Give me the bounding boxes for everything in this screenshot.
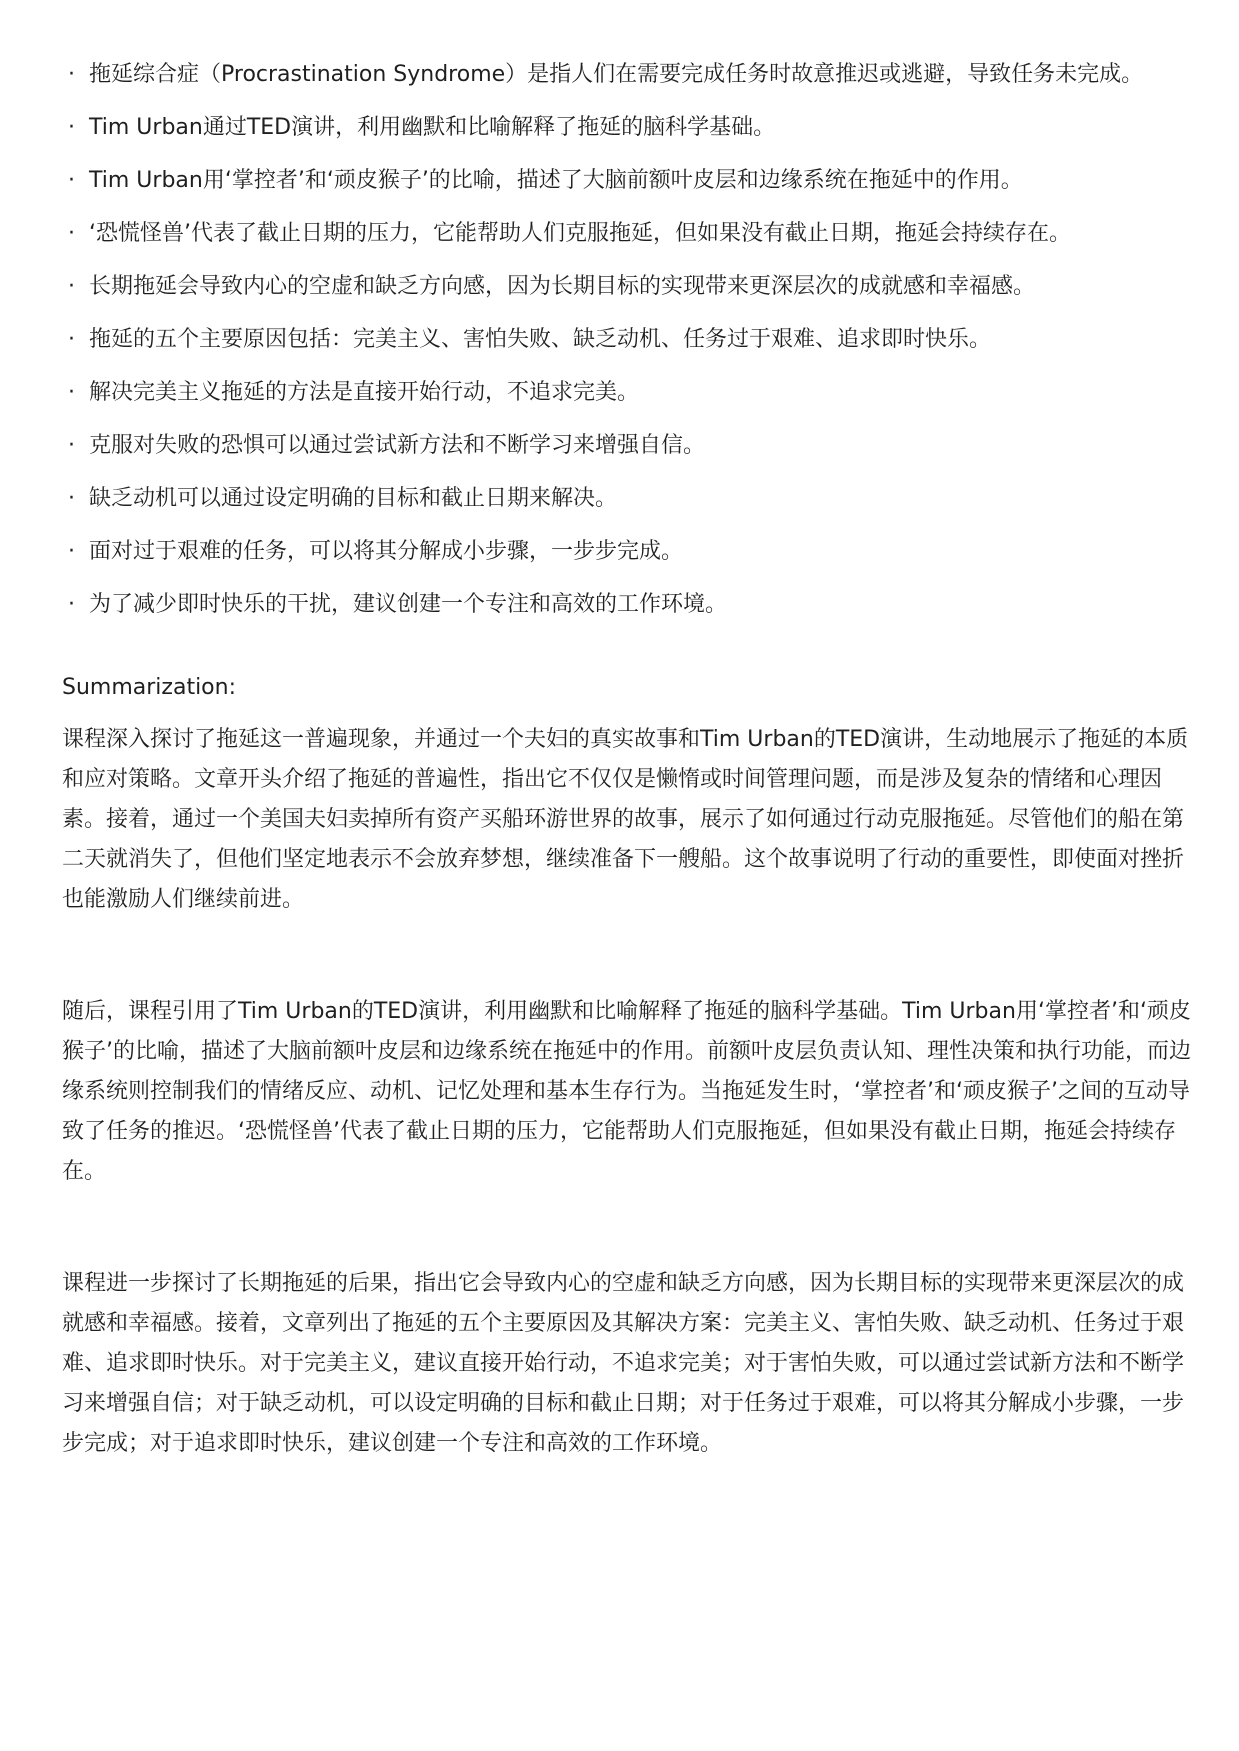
list-item-text: 长期拖延会导致内心的空虚和缺乏方向感，因为长期目标的实现带来更深层次的成就感和幸福感。 [89,274,1036,299]
list-item [62,162,1192,199]
bullet-marker: · [68,380,75,405]
list-item-text: 缺乏动机可以通过设定明确的目标和截止日期来解决。 [89,486,618,511]
list-item-text: 面对过于艰难的任务，可以将其分解成小步骤，一步步完成。 [89,539,684,564]
list-item [62,427,1192,464]
bullet-marker: · [68,274,75,299]
bullet-marker: · [68,168,75,193]
list-item [62,56,1192,93]
bullet-marker: · [68,592,75,617]
document-page [62,56,1192,1536]
list-item [62,586,1192,623]
bullet-marker: · [68,486,75,511]
list-item-text: 克服对失败的恐惧可以通过尝试新方法和不断学习来增强自信。 [89,433,706,458]
bullet-marker: · [68,539,75,564]
list-item-text: 拖延综合症（Procrastination Syndrome）是指人们在需要完成任务时故意推迟或逃避，导致任务未完成。 [89,62,1144,87]
list-item-text: Tim Urban用‘掌控者’和‘顽皮猴子’的比喻，描述了大脑前额叶皮层和边缘系统在拖延中的作用。 [89,168,1023,193]
list-item [62,215,1192,252]
key-points-list [62,56,1192,623]
summary-paragraph: 随后，课程引用了Tim Urban的TED演讲，利用幽默和比喻解释了拖延的脑科学基础。Tim Urban用‘掌控者’和‘顽皮猴子’的比喻，描述了大脑前额叶皮层和边缘系统在拖延中的作用。前额叶皮层负责认知、理性决策和执行功能，而边缘系统则控制我们的情绪反应、动机、记忆处理和基本生存行为。当拖延发生时，‘掌控者’和‘顽皮猴子’之间的互动导致了任务的推迟。‘恐慌怪兽’代表了截止日期的压力，它能帮助人们克服拖延，但如果没有截止日期，拖延会持续存在。 [62,999,1191,1184]
bullet-marker: · [68,115,75,140]
list-item [62,109,1192,146]
bullet-marker: · [68,327,75,352]
summary-heading: Summarization: [62,675,236,700]
list-item-text: 拖延的五个主要原因包括：完美主义、害怕失败、缺乏动机、任务过于艰难、追求即时快乐。 [89,327,992,352]
bullet-marker: · [68,62,75,87]
list-item-text: 为了减少即时快乐的干扰，建议创建一个专注和高效的工作环境。 [89,592,728,617]
list-item [62,321,1192,358]
list-item [62,480,1192,517]
list-item [62,374,1192,411]
bullet-marker: · [68,433,75,458]
list-item [62,268,1192,305]
bullet-marker: · [68,221,75,246]
list-item-text: Tim Urban通过TED演讲，利用幽默和比喻解释了拖延的脑科学基础。 [89,115,776,140]
summary-paragraph: 课程进一步探讨了长期拖延的后果，指出它会导致内心的空虚和缺乏方向感，因为长期目标的实现带来更深层次的成就感和幸福感。接着，文章列出了拖延的五个主要原因及其解决方案：完美主义、害怕失败、缺乏动机、任务过于艰难、追求即时快乐。对于完美主义，建议直接开始行动，不追求完美；对于害怕失败，可以通过尝试新方法和不断学习来增强自信；对于缺乏动机，可以设定明确的目标和截止日期；对于任务过于艰难，可以将其分解成小步骤，一步步完成；对于追求即时快乐，建议创建一个专注和高效的工作环境。 [62,1271,1185,1456]
list-item [62,533,1192,570]
list-item-text: ‘恐慌怪兽’代表了截止日期的压力，它能帮助人们克服拖延，但如果没有截止日期，拖延会持续存在。 [89,221,1071,246]
list-item-text: 解决完美主义拖延的方法是直接开始行动，不追求完美。 [89,380,640,405]
summary-paragraph: 课程深入探讨了拖延这一普遍现象，并通过一个夫妇的真实故事和Tim Urban的TED演讲，生动地展示了拖延的本质和应对策略。文章开头介绍了拖延的普遍性，指出它不仅仅是懒惰或时间管理问题，而是涉及复杂的情绪和心理因素。接着，通过一个美国夫妇卖掉所有资产买船环游世界的故事，展示了如何通过行动克服拖延。尽管他们的船在第二天就消失了，但他们坚定地表示不会放弃梦想，继续准备下一艘船。这个故事说明了行动的重要性，即使面对挫折也能激励人们继续前进。 [62,727,1189,912]
